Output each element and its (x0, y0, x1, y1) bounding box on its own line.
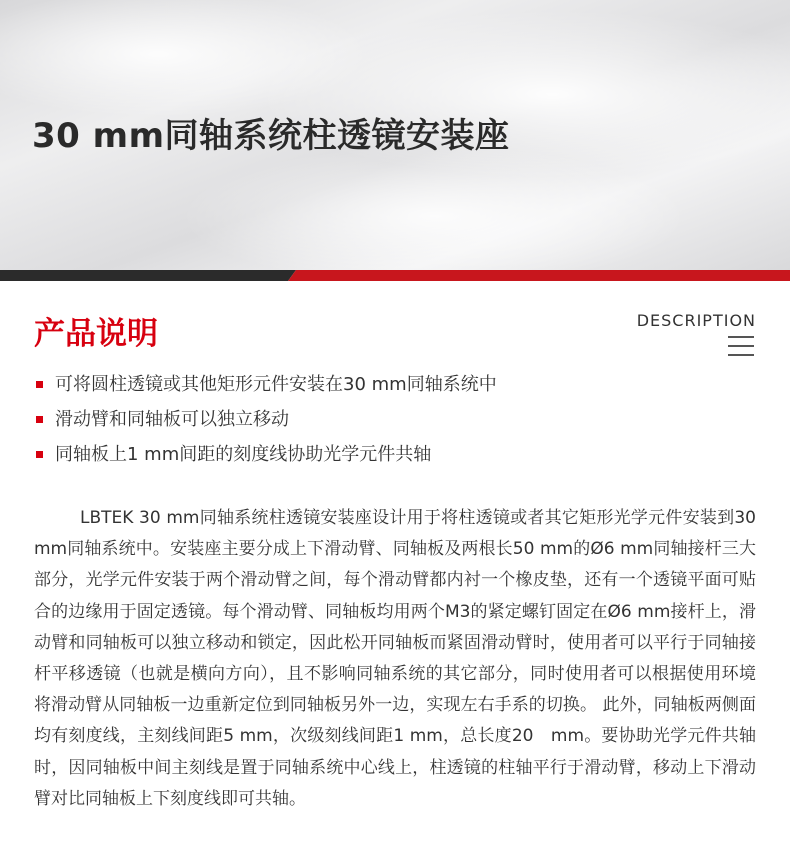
menu-icon-bar (728, 354, 754, 356)
feature-text: 可将圆柱透镜或其他矩形元件安装在30 mm同轴系统中 (55, 374, 497, 395)
divider-band-dark (0, 270, 296, 281)
menu-icon-bar (728, 345, 754, 347)
menu-icon-bar (728, 336, 754, 338)
square-bullet-icon (36, 451, 43, 458)
square-bullet-icon (36, 416, 43, 423)
hero-banner (0, 0, 790, 270)
feature-item (36, 369, 497, 404)
feature-list (36, 369, 497, 474)
section-label: DESCRIPTION (636, 311, 756, 330)
feature-item (36, 439, 497, 474)
hamburger-menu-icon (728, 336, 754, 356)
page-title: 30 mm同轴系统柱透镜安装座 (32, 116, 510, 156)
divider-band-red (288, 270, 790, 281)
feature-text: 同轴板上1 mm间距的刻度线协助光学元件共轴 (55, 444, 432, 465)
section-title: 产品说明 (34, 316, 158, 352)
feature-item (36, 404, 497, 439)
square-bullet-icon (36, 381, 43, 388)
description-paragraph: LBTEK 30 mm同轴系统柱透镜安装座设计用于将柱透镜或者其它矩形光学元件安装到30 mm同轴系统中。安装座主要分成上下滑动臂、同轴板及两根长50 mm的Ø6 mm同轴接杆三大部分，光学元件安装于两个滑动臂之间，每个滑动臂都内衬一个橡皮垫，还有一个透镜平面可贴合的边缘用于固定透镜。每个滑动臂、同轴板均用两个M3的紧定螺钉固定在Ø6 mm接杆上，滑动臂和同轴板可以独立移动和锁定，因此松开同轴板而紧固滑动臂时，使用者可以平行于同轴接杆平移透镜（也就是横向方向），且不影响同轴系统的其它部分，同时使用者可以根据使用环境将滑动臂从同轴板一边重新定位到同轴板另外一边，实现左右手系的切换。 此外，同轴板两侧面均有刻度线，主刻线间距5 mm，次级刻线间距1 mm，总长度20 mm。要协助光学元件共轴时，因同轴板中间主刻线是置于同轴系统中心线上，柱透镜的柱轴平行于滑动臂，移动上下滑动臂对比同轴板上下刻度线即可共轴。 (34, 508, 756, 809)
feature-text: 滑动臂和同轴板可以独立移动 (55, 409, 289, 430)
